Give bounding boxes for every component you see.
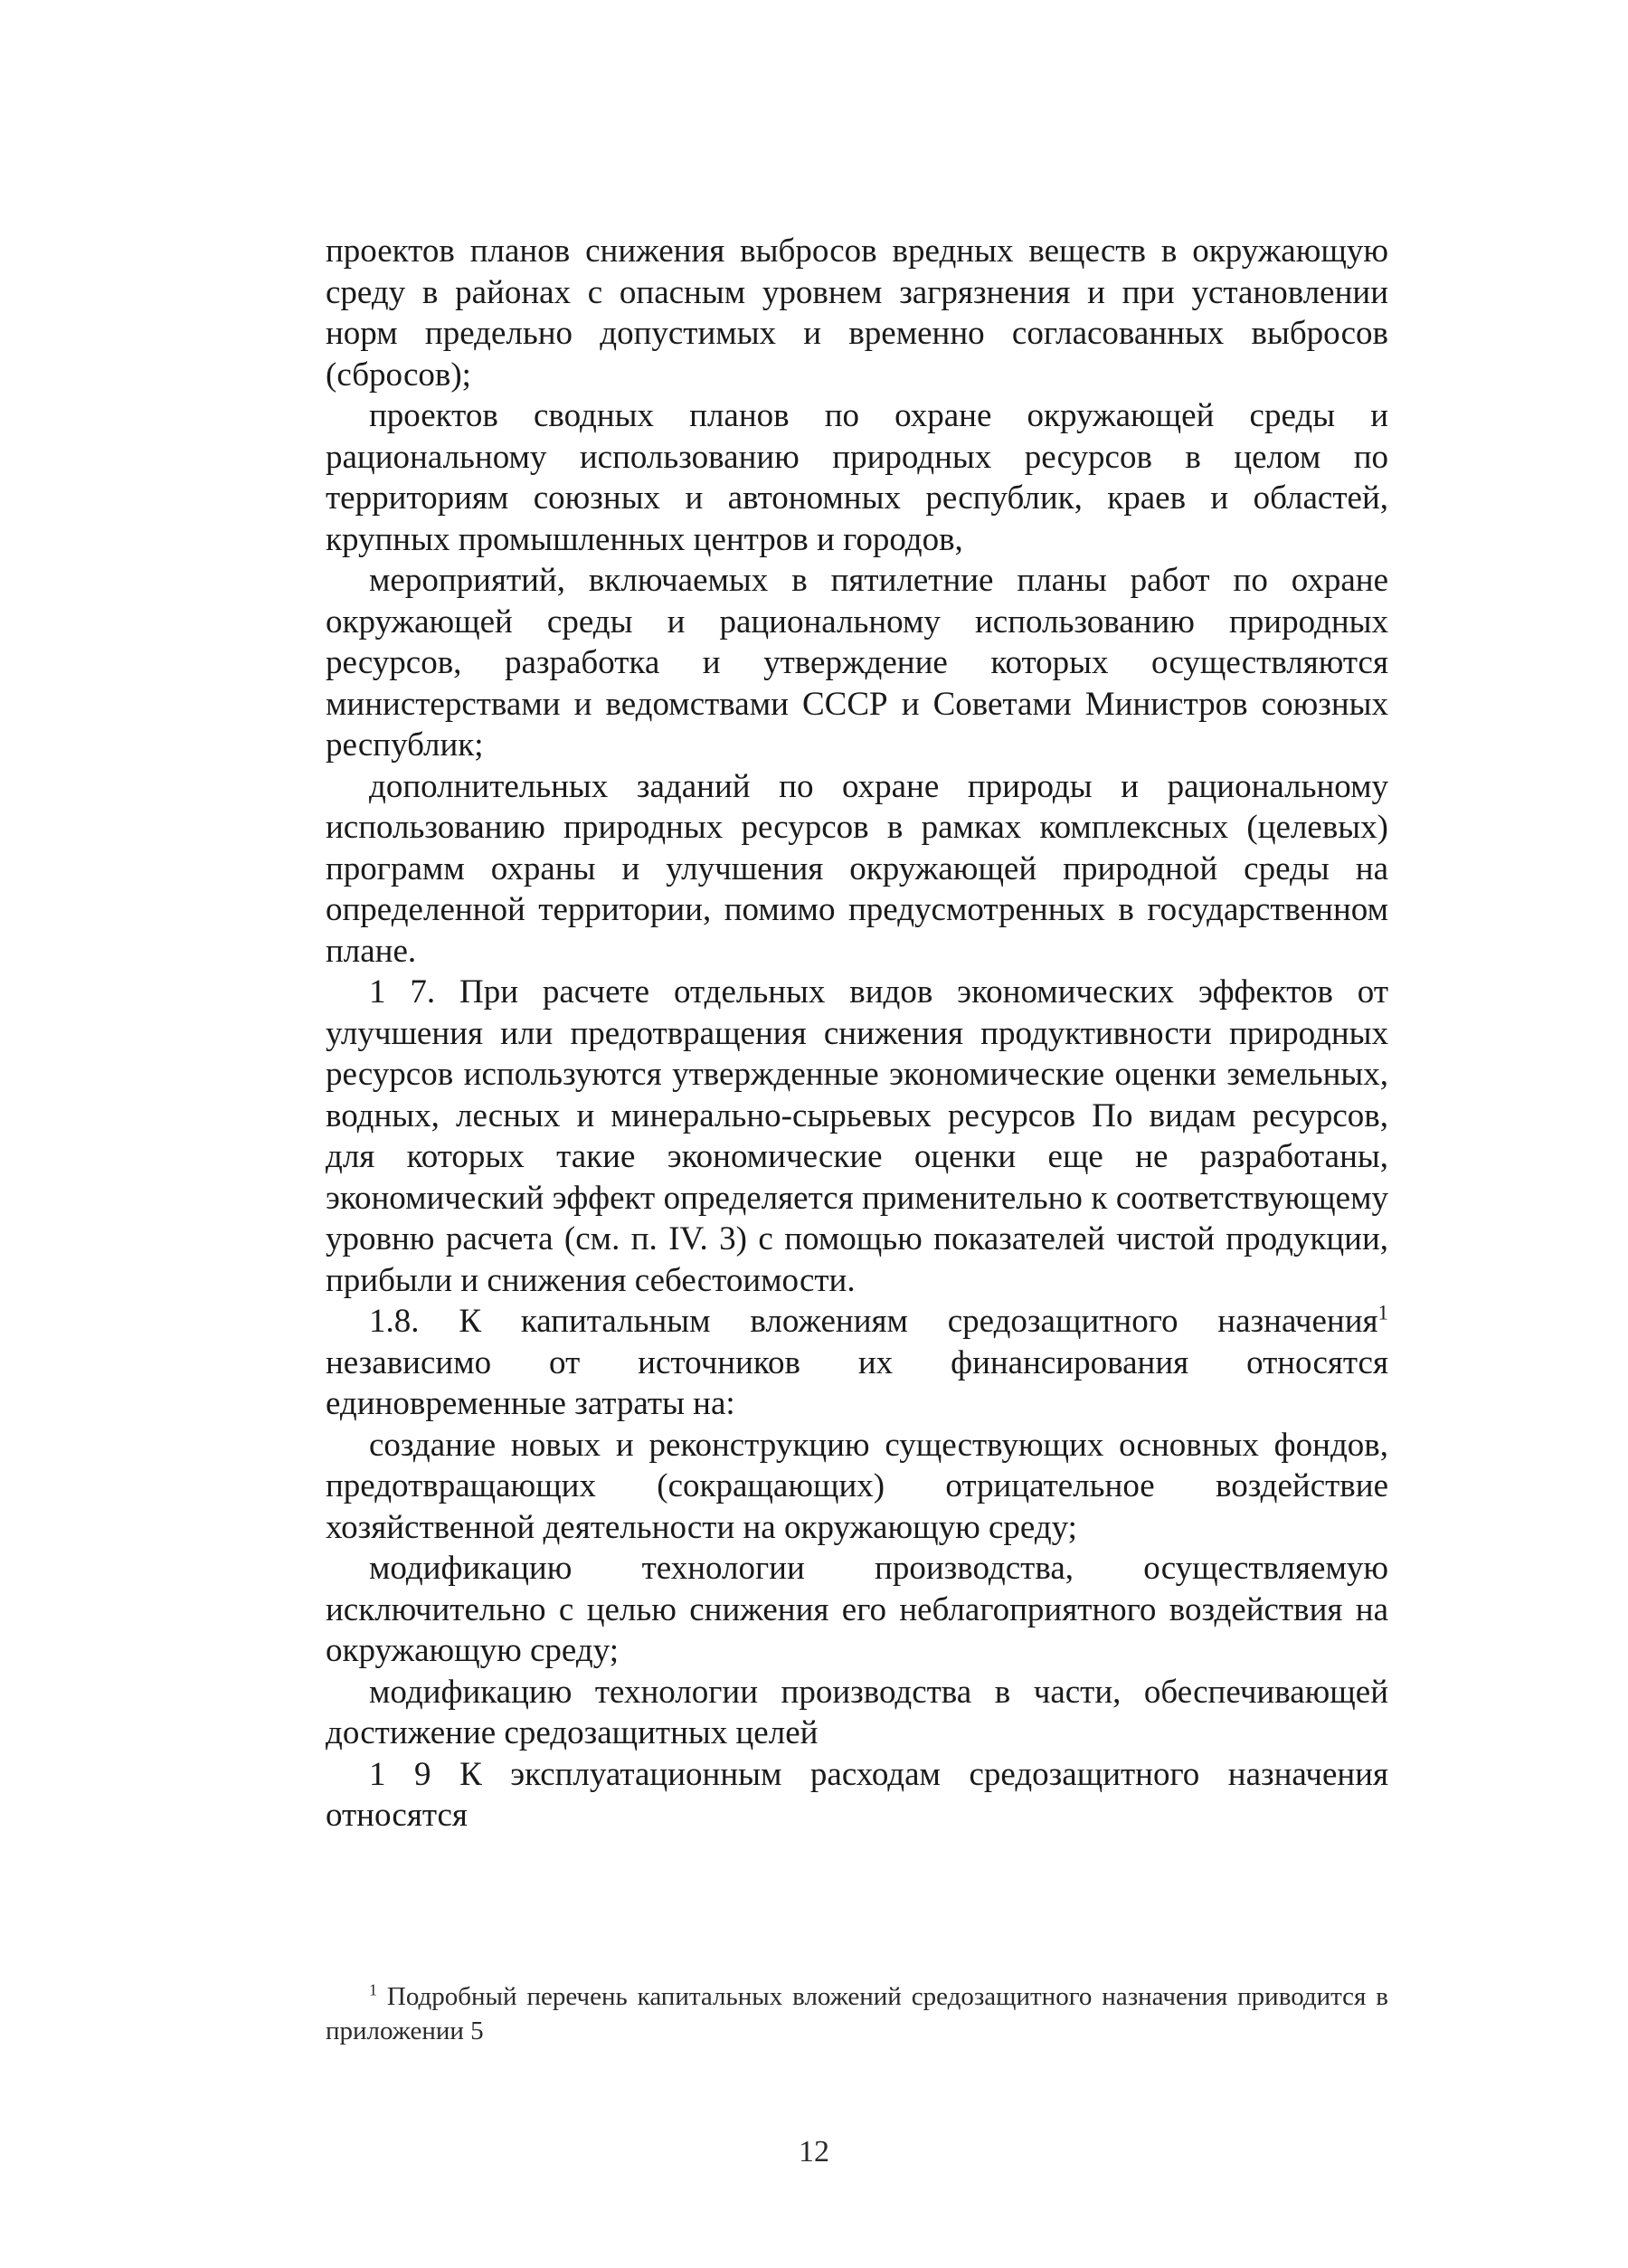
paragraph: мероприятий, включаемых в пятилетние планы работ по охране окружающей среды и рациональному использованию природных ресурсов, разработка и утверждение которых осуществляются министерствами и ведомствами СССР и Советами Министров союзных республик;: [326, 562, 1388, 764]
footnote-marker: 1: [369, 1980, 377, 1999]
paragraph: проектов планов снижения выбросов вредных веществ в окружающую среду в районах с опасным уровнем загрязнения и при установлении норм предельно допустимых и временно согласованных выбросов (сбросов);: [326, 232, 1388, 394]
paragraph-text: 1.8. К капитальным вложениям средозащитного назначения: [369, 1303, 1378, 1340]
paragraph: модификацию технологии производства, осуществляемую исключительно с целью снижения его неблагоприятного воздействия на окружающую среду;: [326, 1550, 1388, 1669]
section-paragraph-1-9: 1 9 К эксплуатационным расходам средозащитного назначения относятся: [326, 1755, 1388, 1834]
footnote-text: Подробный перечень капитальных вложений средозащитного назначения приводится в приложении 5: [326, 1982, 1388, 2045]
footnote: [326, 1979, 1388, 2048]
paragraph: модификацию технологии производства в части, обеспечивающей достижение средозащитных целей: [326, 1673, 1388, 1751]
paragraph: проектов сводных планов по охране окружающей среды и рациональному использованию природных ресурсов в целом по территориям союзных и автономных республик, краев и облаcтей, крупных промышленных центров и городов,: [326, 397, 1388, 558]
footnote-reference: 1: [1377, 1301, 1388, 1324]
paragraph: дополнительных заданий по охране природы и рациональному использованию природных ресурсов в рамках комплексных (целевых) программ охраны и улучшения окружающей природной среды на определенной территории, помимо предусмотренных в государственном плане.: [326, 767, 1388, 970]
section-paragraph-1-7: 1 7. При расчете отдельных видов экономических эффектов от улучшения или предотвращения снижения продуктивности природных ресурсов используются утвержденные экономические оценки земельных, водных, лесных и минерально-сырьевых ресурсов По видам ресурсов, для которых такие экономические оценки еще не разработаны, экономический эффект определяется применительно к соответствующему уровню расчета (см. п. IV. 3) с помощью показателей чистой продукции, прибыли и снижения себестоимости.: [326, 973, 1388, 1299]
page-number: 12: [799, 2135, 829, 2168]
section-paragraph-1-8: [326, 1301, 1388, 1425]
paragraph-text: независимо от источников их финансирования относятся единовременные затраты на:: [326, 1343, 1388, 1422]
paragraph: создание новых и реконструкцию существующих основных фондов, предотвращающих (сокращающих) отрицательное воздействие хозяйственной деятельности на окружающую среду;: [326, 1426, 1388, 1546]
page-body: [326, 231, 1388, 1836]
